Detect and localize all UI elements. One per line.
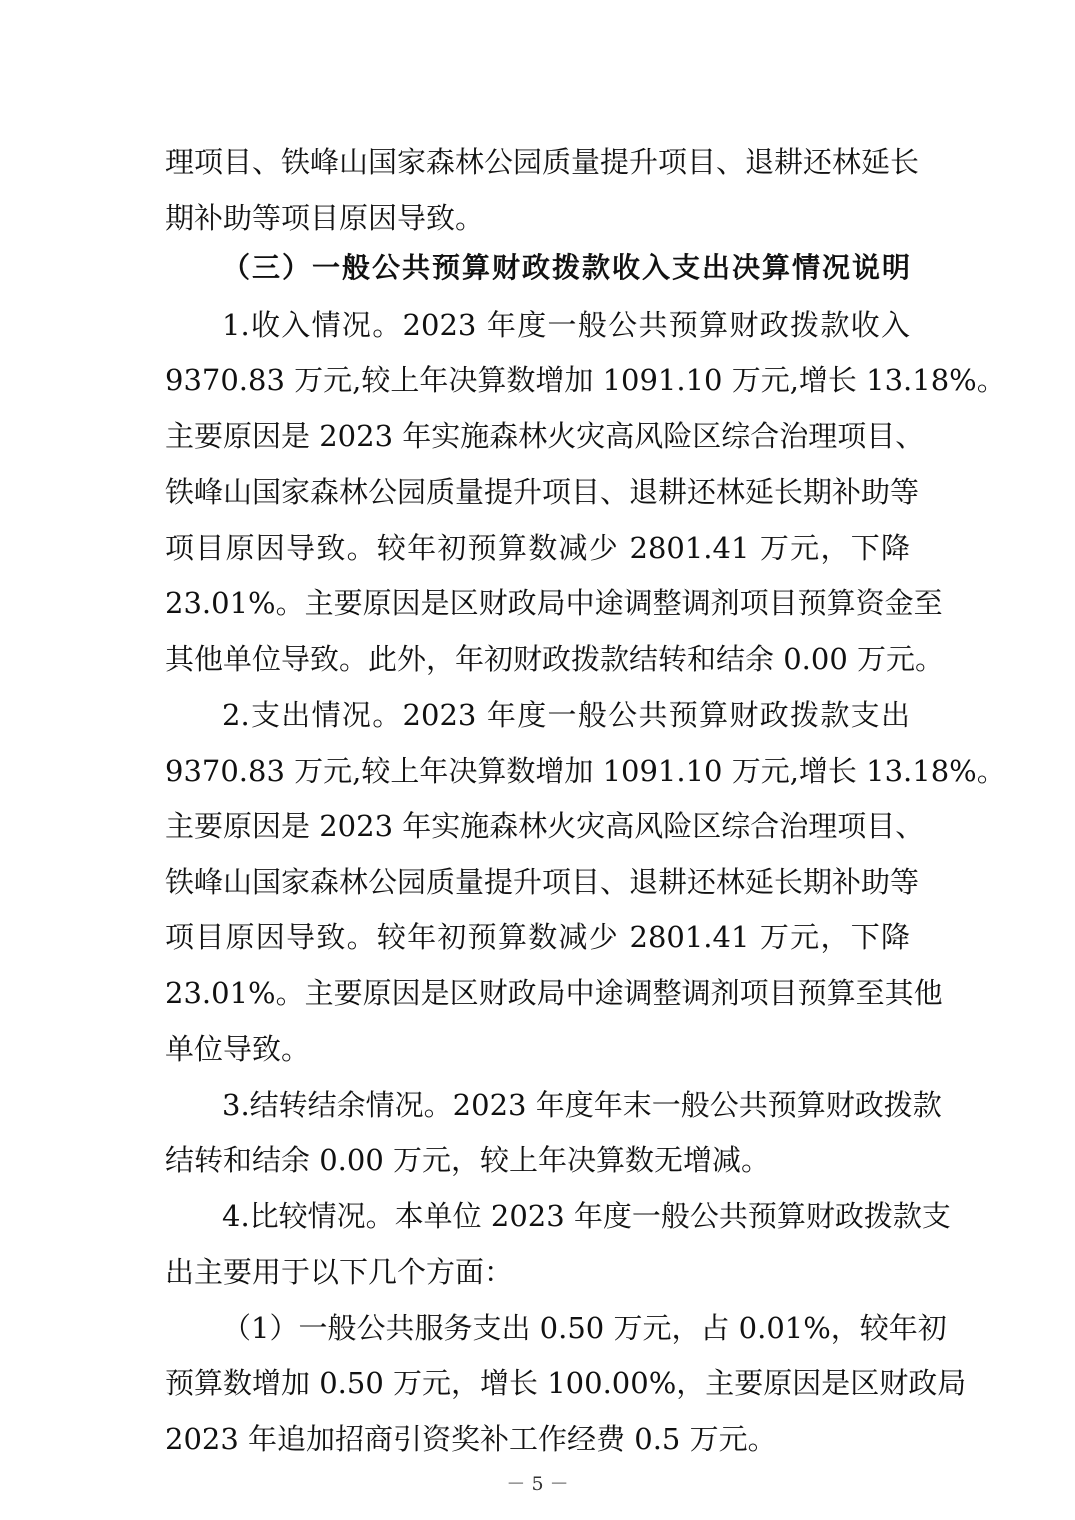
text-line: 主要原因是 2023 年实施森林火灾高风险区综合治理项目、 — [165, 419, 925, 453]
section-heading: （三）一般公共预算财政拨款收入支出决算情况说明 — [222, 251, 910, 284]
text-line: 23.01%。主要原因是区财政局中途调整调剂项目预算资金至 — [165, 586, 943, 620]
text-line: 9370.83 万元,较上年决算数增加 1091.10 万元,增长 13.18%。 — [165, 754, 1006, 788]
text-line: 1.收入情况。2023 年度一般公共预算财政拨款收入 — [222, 308, 910, 342]
text-line: 项目原因导致。较年初预算数减少 2801.41 万元，下降 — [165, 920, 910, 954]
text-line: 2023 年追加招商引资奖补工作经费 0.5 万元。 — [165, 1422, 777, 1456]
text-line: 项目原因导致。较年初预算数减少 2801.41 万元，下降 — [165, 531, 910, 565]
text-line: 23.01%。主要原因是区财政局中途调整调剂项目预算至其他 — [165, 976, 943, 1010]
text-line: 结转和结余 0.00 万元，较上年决算数无增减。 — [165, 1143, 771, 1177]
text-line: 铁峰山国家森林公园质量提升项目、退耕还林延长期补助等 — [165, 475, 920, 509]
text-line: （1）一般公共服务支出 0.50 万元，占 0.01%，较年初 — [222, 1311, 947, 1345]
text-line: 4.比较情况。本单位 2023 年度一般公共预算财政拨款支 — [222, 1199, 951, 1233]
text-line: 铁峰山国家森林公园质量提升项目、退耕还林延长期补助等 — [165, 865, 920, 899]
text-line: 理项目、铁峰山国家森林公园质量提升项目、退耕还林延长 — [165, 145, 920, 179]
page-number: － 5 － — [506, 1473, 569, 1495]
text-line: 预算数增加 0.50 万元，增长 100.00%，主要原因是区财政局 — [165, 1366, 967, 1400]
text-line: 期补助等项目原因导致。 — [165, 201, 485, 235]
text-line: 9370.83 万元,较上年决算数增加 1091.10 万元,增长 13.18%。 — [165, 363, 1006, 397]
text-line: 2.支出情况。2023 年度一般公共预算财政拨款支出 — [222, 698, 910, 732]
text-line: 3.结转结余情况。2023 年度年末一般公共预算财政拨款 — [222, 1088, 942, 1122]
text-line: 单位导致。 — [165, 1032, 311, 1066]
text-line: 出主要用于以下几个方面： — [165, 1255, 514, 1289]
text-line: 主要原因是 2023 年实施森林火灾高风险区综合治理项目、 — [165, 809, 925, 843]
text-line: 其他单位导致。此外，年初财政拨款结转和结余 0.00 万元。 — [165, 642, 945, 676]
